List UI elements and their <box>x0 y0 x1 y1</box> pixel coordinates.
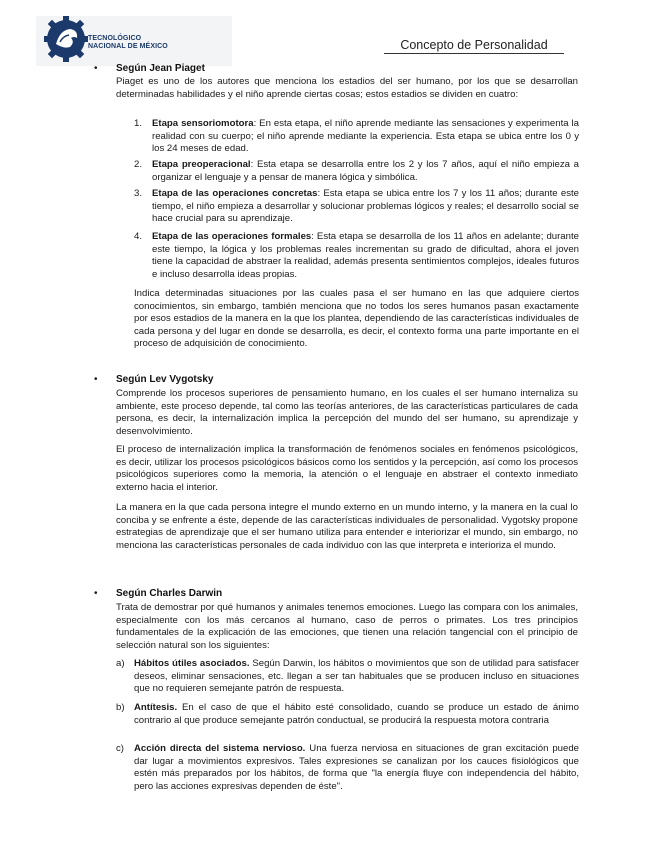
darwin-heading: Según Charles Darwin <box>116 588 223 599</box>
principle-text: Según Darwin, los hábitos o movimientos que son de utilidad para satisfacer deseos, eliminar sensaciones, etc. llegan a ser tan habituales que se producen incluso en situaciones que no requieren semejante patrón de respuesta. <box>134 658 579 695</box>
principle-title: Hábitos útiles asociados. <box>134 658 250 669</box>
stage-title: Etapa de las operaciones concretas <box>152 188 318 199</box>
page-title: Concepto de Personalidad <box>384 38 564 54</box>
piaget-heading: Según Jean Piaget <box>116 63 205 74</box>
stage-item <box>152 231 579 281</box>
piaget-closing: Indica determinadas situaciones por las cuales pasa el ser humano en las que adquiere ciertos conocimientos, sin embargo, también menciona que no todos los seres humanos pasan exactamente por esos estadios de la manera en la que los plantea, dependiendo de las características individuales de cada persona y del lugar en donde se desarrolla, es decir, el contexto forma una parte importante en el proceso de adquisición de conocimiento. <box>134 288 579 350</box>
principle-letter: b) <box>116 702 125 713</box>
stage-item <box>152 159 579 184</box>
bullet-icon: • <box>94 63 98 74</box>
vygotsky-paragraph-2: El proceso de internalización implica la transformación de fenómenos sociales en fenómenos psicológicos, es decir, utilizar los procesos psicológicos básicos como los sentidos y la percepción, así como los procesos psicológicos superiores como la memoria, la atención o el lenguaje en abstraer el contexto inmediato externo hacia el interior. <box>116 444 578 493</box>
logo-line1: TECNOLÓGICO <box>88 35 142 42</box>
principle-text: En el caso de que el hábito esté consolidado, cuando se produce un estado de ánimo contrario al que produce semejante patrón conductual, se producirá la respuesta motora contraria <box>134 702 579 726</box>
darwin-intro: Trata de demostrar por qué humanos y animales tenemos emociones. Luego las compara con los animales, especialmente con los más cercanos al humano, caso de perros o primates. Los tres principios fundamentales de la explicación de las emociones, que tienen una relación tangencial con el principio de selección natural son los siguientes: <box>116 602 578 651</box>
stage-number: 2. <box>134 159 143 170</box>
stage-number: 1. <box>134 118 143 129</box>
bullet-icon: • <box>94 588 98 599</box>
principle-title: Acción directa del sistema nervioso. <box>134 743 306 754</box>
logo-line2: NACIONAL DE MÉXICO <box>88 43 168 50</box>
stage-text: : Esta etapa se desarrolla de los 11 años en adelante; durante este tiempo, la lógica y los problemas reales incrementan su grado de dificultad, ahora el joven tiene la capacidad de abstraer la realidad, además presenta sentimientos complejos, ideales futuros e incluso desarrolla ideas propias. <box>152 231 579 280</box>
stage-text: : Esta etapa se ubica entre los 7 y los 11 años; durante este tiempo, el niño empieza a desarrollar y solucionar problemas lógicos y reales; el desarrollo social se hace crucial para su aprendizaje. <box>152 188 580 225</box>
stage-text: : En esta etapa, el niño aprende mediante las sensaciones y experimenta la realidad con su cuerpo; el niño aprende mediante la experiencia. Esta etapa se ubica entre los 0 y los 24 meses de edad. <box>152 118 579 155</box>
principle-item <box>134 658 579 696</box>
logo-text <box>88 35 168 51</box>
principle-title: Antítesis. <box>134 702 178 713</box>
stage-item <box>152 188 579 226</box>
stage-text: : Esta etapa se desarrolla entre los 2 y los 7 años, aquí el niño empieza a organizar el lenguaje y a pensar de manera lógica y simbólica. <box>152 159 579 183</box>
vygotsky-heading: Según Lev Vygotsky <box>116 374 214 385</box>
vygotsky-paragraph-1: Comprende los procesos superiores de pensamiento humano, en los cuales el ser humano internaliza su ambiente, este proceso depende, tal como las teorías anteriores, de las características particulares de cada persona, es decir, la internalización implica la percepción del mundo del ser humano, su aprendizaje y desenvolvimiento. <box>116 388 578 437</box>
principle-letter: a) <box>116 658 125 669</box>
bullet-icon: • <box>94 374 98 385</box>
stage-number: 4. <box>134 231 143 242</box>
principle-letter: c) <box>116 743 124 754</box>
stage-title: Etapa preoperacional <box>152 159 251 170</box>
stage-number: 3. <box>134 188 143 199</box>
principle-text: Una fuerza nerviosa en situaciones de gran excitación puede dar lugar a movimientos expresivos. Tales expresiones se canalizan por los cauces fisiológicos que estén más preparados por los hábitos, de forma que "la energía fluye con independencia del hábito, pero las acciones expresivas dependen de éste". <box>134 743 579 792</box>
stage-title: Etapa sensoriomotora <box>152 118 254 129</box>
vygotsky-paragraph-3: La manera en la que cada persona integre el mundo externo en un mundo interno, y la manera en la cual lo conciba y se enfrente a éste, depende de las características individuales de personalidad. Vygotsky propone estrategias de aprendizaje que el ser humano utiliza para entender e interiorizar el mundo, sin embargo, no menciona las características personales de cada individuo con las que interpreta e interioriza el mundo. <box>116 502 578 551</box>
tecnm-logo-icon <box>44 16 88 62</box>
stage-item <box>152 118 579 156</box>
piaget-intro: Piaget es uno de los autores que menciona los estadios del ser humano, por los que se desarrollan determinadas habilidades y el niño aprende ciertas cosas; estos estadios se dividen en cuatro: <box>116 76 578 100</box>
stage-title: Etapa de las operaciones formales <box>152 231 312 242</box>
principle-item <box>134 702 579 727</box>
principle-item <box>134 743 579 793</box>
